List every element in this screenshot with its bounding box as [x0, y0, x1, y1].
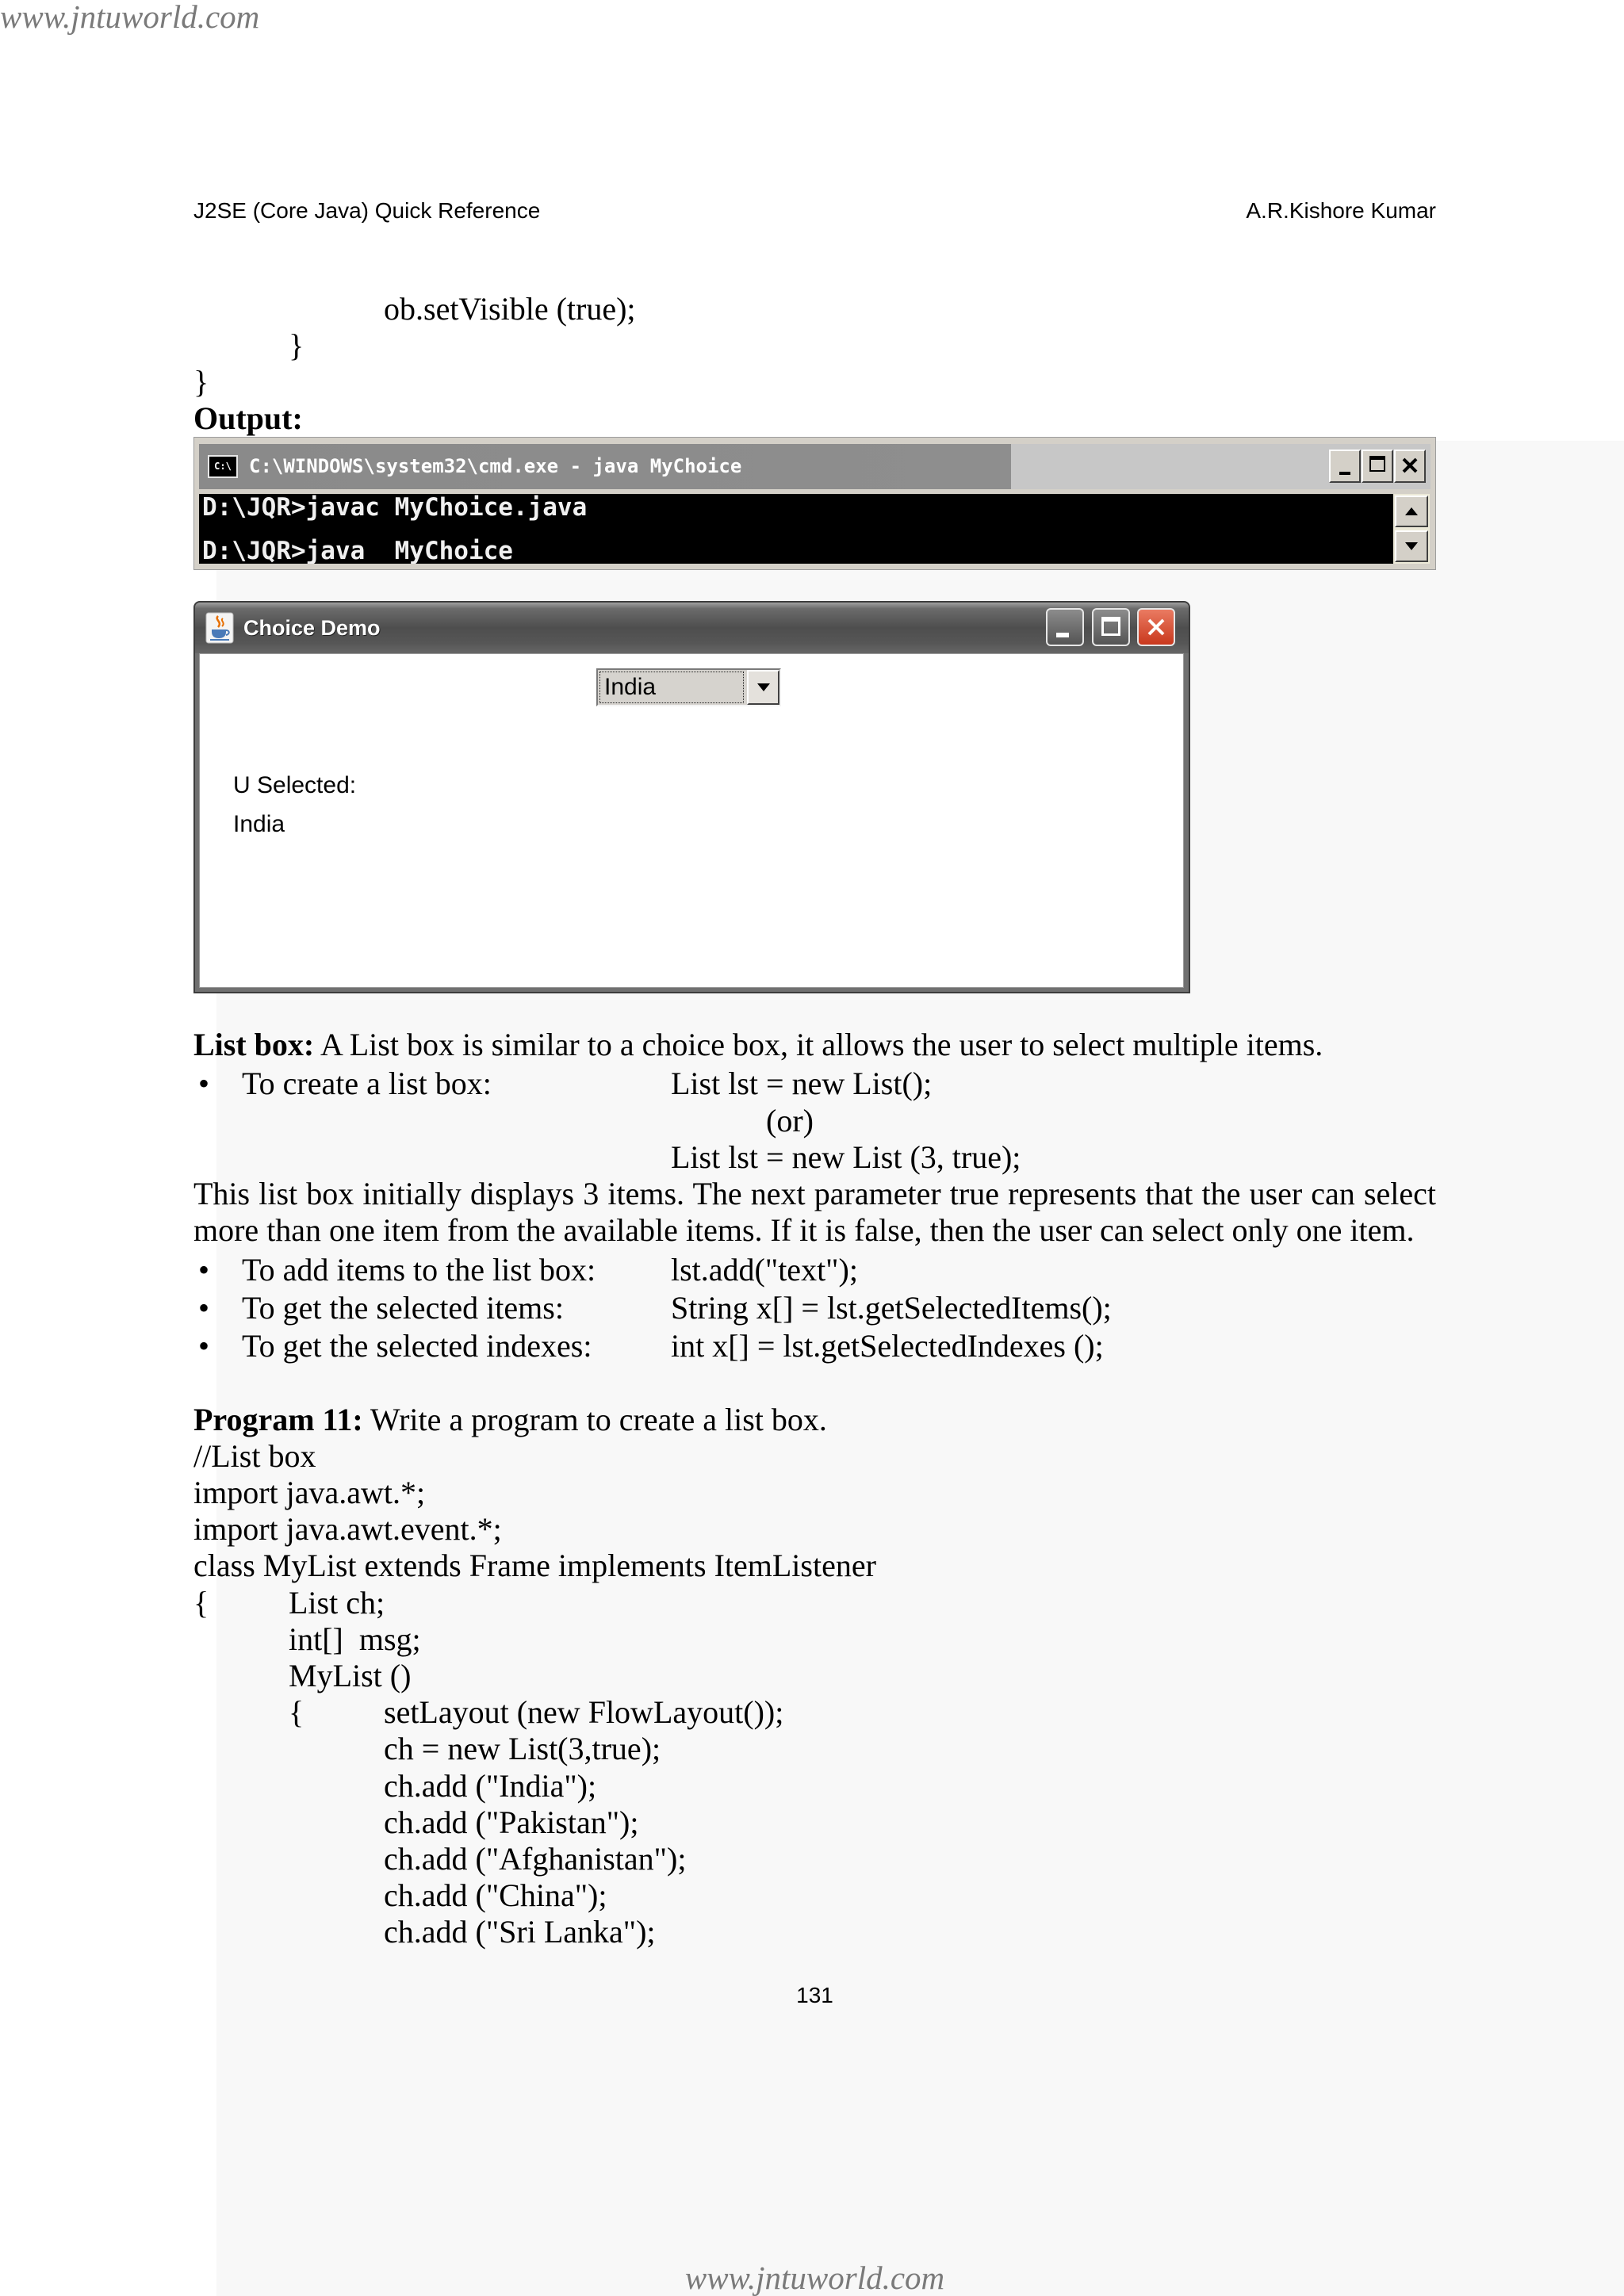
- maximize-icon: [1369, 456, 1385, 472]
- choice-selected-value[interactable]: India: [599, 672, 744, 703]
- console-scrollbar[interactable]: [1393, 494, 1430, 564]
- dropdown-arrow-icon: [756, 682, 772, 693]
- paragraph-line: more than one item from the available items. If it is false, then the user can select only one item.: [193, 1212, 1415, 1248]
- close-icon: [1401, 457, 1419, 474]
- code-line: ch.add ("India");: [384, 1768, 597, 1804]
- code-line: ch.add ("Afghanistan");: [384, 1841, 687, 1877]
- cmd-window-title: C:\WINDOWS\system32\cmd.exe - java MyChoice: [249, 455, 742, 477]
- code-line: setLayout (new FlowLayout());: [384, 1694, 784, 1730]
- minimize-button[interactable]: [1046, 608, 1084, 646]
- choice-demo-window: [193, 601, 1190, 993]
- scroll-up-icon: [1404, 506, 1419, 517]
- list-box-heading: List box:: [193, 1027, 315, 1062]
- code-line: }: [289, 327, 304, 363]
- code-line: ob.setVisible (true);: [384, 291, 636, 327]
- bullet-code: lst.add("text");: [671, 1252, 858, 1288]
- cmd-close-button[interactable]: [1394, 450, 1426, 483]
- cmd-icon: C:\: [208, 455, 238, 478]
- list-box-intro: [193, 1027, 1323, 1063]
- code-line: import java.awt.*;: [193, 1475, 426, 1510]
- bullet-icon: •: [198, 1328, 210, 1364]
- header-author: A.R.Kishore Kumar: [1246, 198, 1436, 223]
- bullet-icon: •: [198, 1290, 210, 1326]
- bullet-icon: •: [198, 1252, 210, 1288]
- code-line: int[] msg;: [289, 1621, 421, 1657]
- minimize-icon: [1339, 472, 1350, 475]
- bullet-icon: •: [198, 1066, 210, 1101]
- code-brace: {: [193, 1585, 209, 1621]
- bullet-label: To get the selected items:: [242, 1290, 564, 1326]
- choice-dropdown-button[interactable]: [747, 670, 779, 705]
- scroll-up-button[interactable]: [1395, 496, 1428, 527]
- code-line: //List box: [193, 1438, 316, 1474]
- close-button[interactable]: [1137, 608, 1175, 646]
- code-line: }: [193, 364, 209, 400]
- choice-demo-client-area: [199, 653, 1184, 988]
- bullet-code: List lst = new List (3, true);: [671, 1139, 1021, 1175]
- console-line: D:\JQR>java MyChoice: [202, 537, 513, 564]
- output-heading: Output:: [193, 400, 303, 436]
- code-line: class MyList extends Frame implements ItemListener: [193, 1548, 876, 1583]
- bullet-label: To create a list box:: [242, 1066, 492, 1101]
- code-line: ch.add ("China");: [384, 1877, 607, 1913]
- scroll-down-button[interactable]: [1395, 530, 1428, 562]
- code-line: import java.awt.event.*;: [193, 1511, 502, 1547]
- cmd-window: [193, 437, 1436, 570]
- code-line: ch = new List(3,true);: [384, 1731, 661, 1766]
- list-box-intro-text: A List box is similar to a choice box, it allows the user to select multiple items.: [314, 1027, 1323, 1062]
- maximize-icon: [1101, 617, 1120, 636]
- paragraph-line: This list box initially displays 3 items. The next parameter true represents that the user can select: [193, 1176, 1436, 1211]
- country-choice[interactable]: [596, 668, 781, 706]
- code-brace: {: [289, 1694, 304, 1730]
- console-output[interactable]: [199, 494, 1393, 564]
- header-book-title: J2SE (Core Java) Quick Reference: [193, 198, 541, 223]
- choice-demo-title: Choice Demo: [243, 616, 381, 640]
- choice-demo-title-bar[interactable]: [195, 603, 1189, 653]
- cmd-minimize-button[interactable]: [1329, 450, 1361, 483]
- page-number: 131: [796, 1983, 833, 2007]
- watermark-bottom: www.jntuworld.com: [684, 2260, 945, 2296]
- code-line: ch.add ("Pakistan");: [384, 1804, 639, 1840]
- or-text: (or): [766, 1103, 814, 1138]
- console-line: D:\JQR>javac MyChoice.java: [202, 494, 588, 522]
- minimize-icon: [1056, 633, 1069, 637]
- watermark-top: www.jntuworld.com: [0, 0, 260, 35]
- code-line: ch.add ("Sri Lanka");: [384, 1914, 656, 1950]
- bullet-code: List lst = new List();: [671, 1066, 933, 1101]
- cmd-maximize-button[interactable]: [1362, 450, 1393, 483]
- bullet-code: int x[] = lst.getSelectedIndexes ();: [671, 1328, 1104, 1364]
- code-line: List ch;: [289, 1585, 385, 1621]
- close-icon: [1146, 617, 1166, 637]
- bullet-label: To get the selected indexes:: [242, 1328, 592, 1364]
- selected-label: U Selected:: [233, 772, 357, 798]
- program-title: [193, 1402, 827, 1438]
- program-heading: Program 11:: [193, 1402, 363, 1437]
- bullet-label: To add items to the list box:: [242, 1252, 596, 1288]
- program-description: Write a program to create a list box.: [362, 1402, 827, 1437]
- code-line: MyList (): [289, 1658, 412, 1693]
- bullet-code: String x[] = lst.getSelectedItems();: [671, 1290, 1112, 1326]
- cmd-title-bar[interactable]: [199, 444, 1431, 489]
- scroll-down-icon: [1404, 541, 1419, 552]
- java-icon: [205, 612, 234, 644]
- selected-value: India: [233, 811, 285, 837]
- maximize-button[interactable]: [1092, 608, 1130, 646]
